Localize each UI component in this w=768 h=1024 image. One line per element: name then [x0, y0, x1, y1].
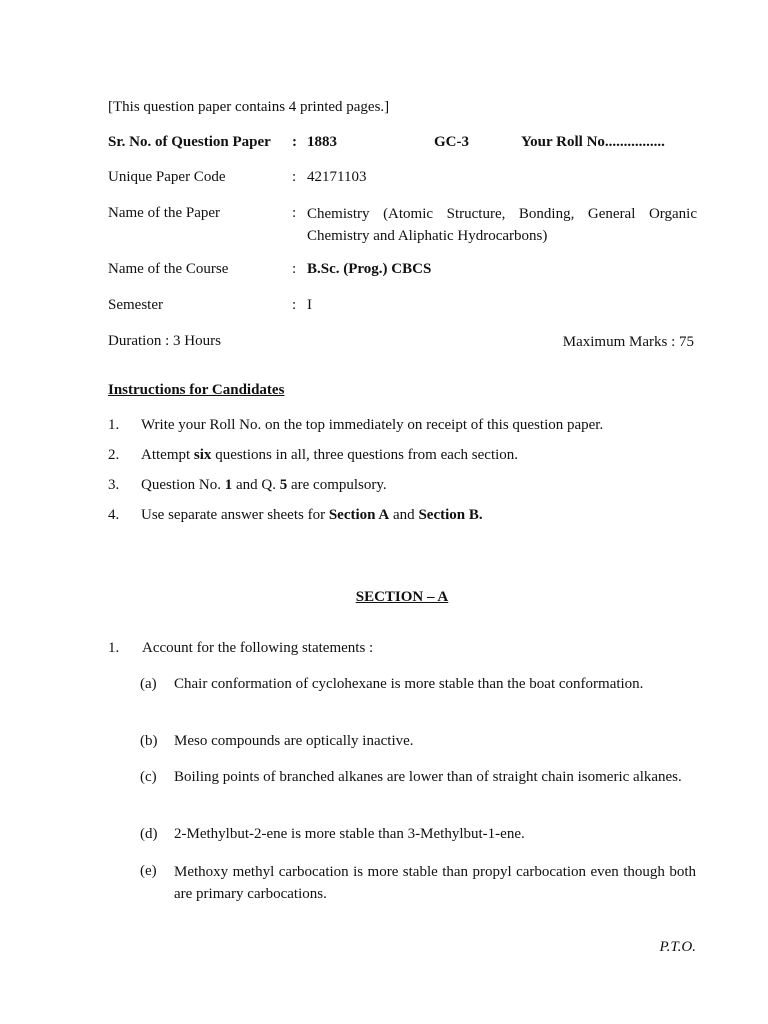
part-text: Boiling points of branched alkanes are lower than of straight chain isomeric alkanes. — [174, 769, 682, 785]
unique-code-label: Unique Paper Code — [108, 169, 226, 185]
part-text: Chair conformation of cyclohexane is more stable than the boat conformation. — [174, 676, 644, 692]
paper-name-colon: : — [292, 205, 297, 221]
sr-no-value: 1883 — [307, 134, 337, 150]
unique-code-colon: : — [292, 169, 297, 185]
instruction-number: 4. — [108, 507, 120, 523]
part-label: (b) — [140, 733, 158, 749]
duration: Duration : 3 Hours — [108, 333, 221, 349]
part-text: Meso compounds are optically inactive. — [174, 733, 414, 749]
part-label: (a) — [140, 676, 157, 692]
semester-colon: : — [292, 297, 297, 313]
instruction-emphasis: 5 — [279, 477, 288, 493]
semester-label: Semester — [108, 297, 163, 313]
course-value: B.Sc. (Prog.) CBCS — [307, 261, 432, 277]
part-text: Methoxy methyl carbocation is more stable than propyl carbocation even though both are primary carbocations. — [174, 864, 696, 902]
question-text: Account for the following statements : — [142, 640, 374, 656]
instruction-text-part: questions in all, three questions from each section. — [211, 447, 519, 463]
instruction-text-part: Question No. — [141, 477, 225, 493]
roll-no-field: Your Roll No................ — [521, 134, 665, 150]
instruction-text — [141, 505, 701, 526]
course-label: Name of the Course — [108, 261, 229, 277]
instruction-emphasis: Section A — [328, 507, 390, 523]
paper-set: GC-3 — [434, 134, 469, 150]
part-label: (e) — [140, 863, 157, 879]
semester-value: I — [307, 297, 312, 313]
instruction-number: 2. — [108, 447, 120, 463]
part-label: (c) — [140, 769, 157, 785]
instruction-number: 3. — [108, 477, 120, 493]
instruction-text — [141, 445, 701, 466]
instruction-text-part: and Q. — [232, 477, 280, 493]
unique-code-value: 42171103 — [307, 169, 367, 185]
instruction-text-part: Use separate answer sheets for — [141, 507, 329, 523]
instruction-text-part: are compulsory. — [287, 477, 387, 493]
question-number: 1. — [108, 640, 120, 656]
instruction-emphasis: 1 — [224, 477, 233, 493]
part-text: 2-Methylbut-2-ene is more stable than 3-Methylbut-1-ene. — [174, 826, 525, 842]
max-marks: Maximum Marks : 75 — [562, 334, 694, 350]
page-count-note: [This question paper contains 4 printed pages.] — [108, 99, 390, 115]
instruction-text: Write your Roll No. on the top immediately on receipt of this question paper. — [141, 417, 604, 433]
instruction-emphasis: six — [193, 447, 212, 463]
paper-name-value: Chemistry (Atomic Structure, Bonding, General Organic Chemistry and Aliphatic Hydrocarbons) — [307, 206, 697, 244]
sr-no-label: Sr. No. of Question Paper — [108, 134, 271, 150]
instructions-heading: Instructions for Candidates — [108, 382, 285, 398]
section-a-heading: SECTION – A — [355, 589, 449, 605]
instruction-text-part: Attempt — [141, 447, 194, 463]
instruction-text — [141, 475, 701, 496]
instruction-text-part: and — [389, 507, 419, 523]
instruction-number: 1. — [108, 417, 120, 433]
paper-name-label: Name of the Paper — [108, 205, 221, 221]
pto-note: P.T.O. — [659, 939, 696, 955]
course-colon: : — [292, 261, 297, 277]
part-label: (d) — [140, 826, 158, 842]
instruction-emphasis: Section B. — [418, 507, 483, 523]
sr-no-colon: : — [292, 134, 297, 150]
